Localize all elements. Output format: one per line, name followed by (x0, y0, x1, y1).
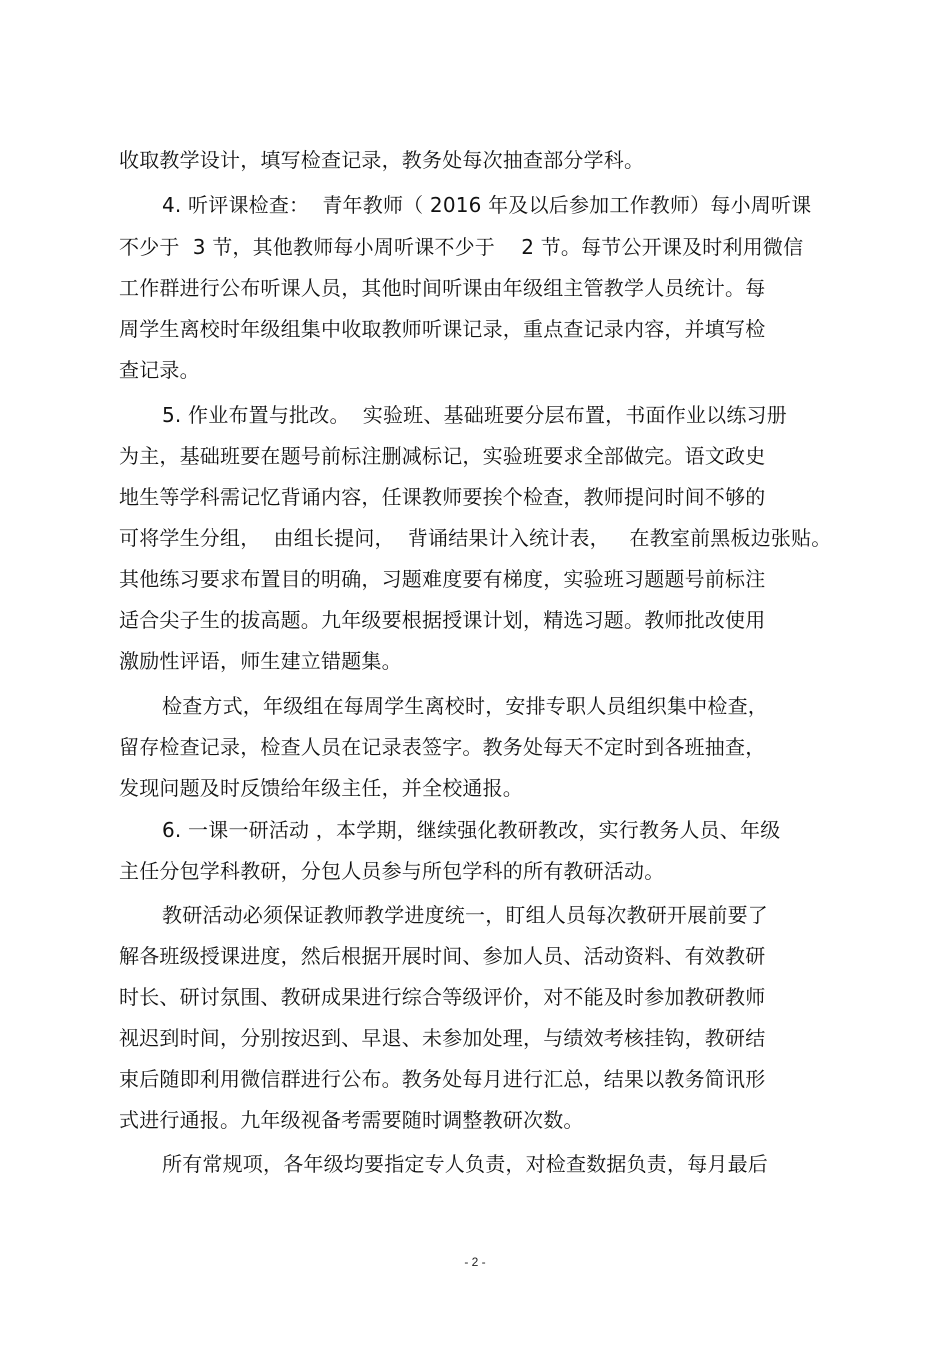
text-line: 发现问题及时反馈给年级主任，并全校通报。 (119, 776, 523, 800)
text-line: 地生等学科需记忆背诵内容，任课教师要挨个检查，教师提问时间不够的 (119, 485, 766, 509)
text-line: 激励性评语，师生建立错题集。 (119, 649, 402, 673)
text-line: 周学生离校时年级组集中收取教师听课记录，重点查记录内容，并填写检 (119, 317, 766, 341)
text-line: 为主，基础班要在题号前标注删减标记，实验班要求全部做完。语文政史 (119, 444, 766, 468)
text-line: 工作群进行公布听课人员，其他时间听课由年级组主管教学人员统计。每 (119, 276, 766, 300)
text-line: 解各班级授课进度，然后根据开展时间、参加人员、活动资料、有效教研 (119, 944, 766, 968)
text-line-research: 教研活动必须保证教师教学进度统一，盯组人员每次教研开展前要了 (162, 903, 768, 927)
text-line: 束后随即利用微信群进行公布。教务处每月进行汇总，结果以教务简讯形 (119, 1067, 766, 1091)
text-line: 不少于 3 节，其他教师每小周听课不少于 2 节。每节公开课及时利用微信 (119, 235, 804, 259)
text-line: 查记录。 (119, 358, 200, 382)
text-line: 适合尖子生的拔高题。九年级要根据授课计划，精选习题。教师批改使用 (119, 608, 766, 632)
text-line-check-method: 检查方式，年级组在每周学生离校时，安排专职人员组织集中检查， (162, 694, 768, 718)
text-line: 视迟到时间，分别按迟到、早退、未参加处理，与绩效考核挂钩，教研结 (119, 1026, 766, 1050)
text-line: 收取教学设计，填写检查记录，教务处每次抽查部分学科。 (119, 148, 645, 172)
text-line: 可将学生分组， 由组长提问， 背诵结果计入统计表， 在教室前黑板边张贴。 (119, 526, 832, 550)
text-line: 留存检查记录，检查人员在记录表签字。教务处每天不定时到各班抽查， (119, 735, 766, 759)
text-line: 时长、研讨氛围、教研成果进行综合等级评价，对不能及时参加教研教师 (119, 985, 766, 1009)
page-number: - 2 - (464, 1255, 486, 1269)
text-line-item-4: 4. 听评课检查： 青年教师（ 2016 年及以后参加工作教师）每小周听课 (162, 193, 812, 217)
text-line: 主任分包学科教研，分包人员参与所包学科的所有教研活动。 (119, 859, 665, 883)
text-line-item-5: 5. 作业布置与批改。 实验班、基础班要分层布置，书面作业以练习册 (162, 403, 787, 427)
text-line-routine: 所有常规项，各年级均要指定专人负责，对检查数据负责，每月最后 (162, 1152, 768, 1176)
text-line-item-6: 6. 一课一研活动 ，本学期，继续强化教研教改，实行教务人员、年级 (162, 818, 781, 842)
text-line: 其他练习要求布置目的明确，习题难度要有梯度，实验班习题题号前标注 (119, 567, 766, 591)
text-line: 式进行通报。九年级视备考需要随时调整教研次数。 (119, 1108, 584, 1132)
